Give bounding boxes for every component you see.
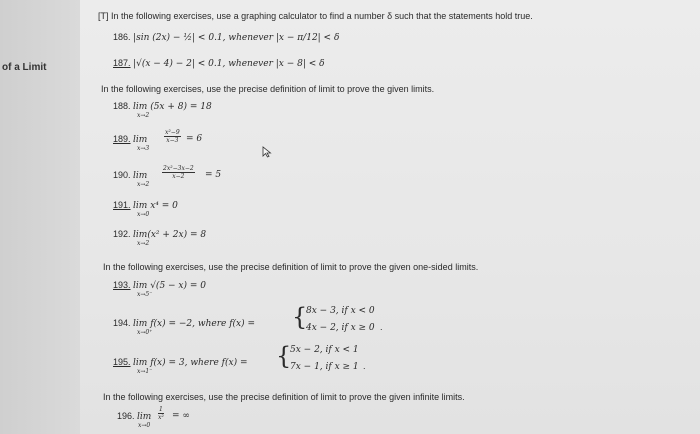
piecewise-brace: { <box>276 342 292 370</box>
exercise-set-1-text: In the following exercises, use a graphing calculator to find a number δ such that the statements hold true. <box>108 11 533 21</box>
textbook-page <box>80 0 700 434</box>
exercise-expression: |sin (2x) − ½| < 0.1, whenever |x − π/12| < δ <box>133 33 340 43</box>
exercise-set-4-intro: In the following exercises, use the precise definition of limit to prove the given infinite limits. <box>103 392 465 402</box>
piecewise-brace: { <box>292 303 308 331</box>
fraction-denominator: x² <box>158 414 164 421</box>
limit-value: = ∞ <box>172 411 190 421</box>
fraction-numerator: 1 <box>159 406 163 413</box>
piecewise-case-2: 7x − 1, if x ≥ 1 <box>290 362 359 372</box>
limit-value: = 5 <box>205 170 222 180</box>
exercise-number-link[interactable]: 189. <box>113 134 131 144</box>
exercise-189 <box>113 134 147 145</box>
exercise-number: 188. <box>113 101 131 111</box>
limit-fraction <box>158 406 164 421</box>
exercise-number: 196. <box>117 411 135 421</box>
sentence-period: . <box>363 361 366 371</box>
exercise-188 <box>113 101 212 112</box>
limit-operator: lim <box>133 171 148 181</box>
limit-subscript: x→0⁺ <box>137 329 153 336</box>
exercise-expression: lim(x² + 2x) = 8 <box>133 230 207 240</box>
exercise-expression: |√(x − 4) − 2| < 0.1, whenever |x − 8| < δ <box>133 59 325 69</box>
exercise-set-3-intro: In the following exercises, use the precise definition of limit to prove the given one-sided limits. <box>103 262 479 272</box>
exercise-number-link[interactable]: 195. <box>113 357 131 367</box>
limit-value: = 6 <box>186 134 203 144</box>
exercise-187 <box>113 58 325 69</box>
exercise-190 <box>113 170 147 181</box>
fraction-numerator: x²−9 <box>165 129 180 136</box>
limit-subscript: x→5⁻ <box>137 291 153 298</box>
exercise-expression: lim (5x + 8) = 18 <box>133 102 212 112</box>
fraction-denominator: x−3 <box>166 137 179 144</box>
exercise-set-2-intro: In the following exercises, use the precise definition of limit to prove the given limits. <box>101 84 435 94</box>
exercise-number: 186. <box>113 32 131 42</box>
exercise-186 <box>113 32 339 43</box>
exercise-192 <box>113 229 206 240</box>
mouse-cursor-icon <box>262 146 272 158</box>
sentence-period: . <box>380 322 383 332</box>
exercise-195 <box>113 357 248 368</box>
limit-subscript: x→2 <box>137 112 150 119</box>
limit-operator: lim <box>133 135 148 145</box>
exercise-number-link[interactable]: 193. <box>113 280 131 290</box>
exercise-expression: lim x⁴ = 0 <box>133 201 178 211</box>
limit-subscript: x→2 <box>137 240 150 247</box>
exercise-expression: lim √(5 − x) = 0 <box>133 281 207 291</box>
exercise-number-link[interactable]: 191. <box>113 200 131 210</box>
exercise-number-link[interactable]: 187. <box>113 58 131 68</box>
limit-fraction <box>162 165 195 180</box>
exercise-194 <box>113 318 255 329</box>
exercise-191 <box>113 200 178 211</box>
limit-subscript: x→3 <box>137 145 150 152</box>
exercise-number: 192. <box>113 229 131 239</box>
fraction-numerator: 2x²−3x−2 <box>163 165 194 172</box>
technology-icon: [T] <box>98 11 109 21</box>
fraction-denominator: x−2 <box>172 173 185 180</box>
limit-operator: lim <box>137 412 152 422</box>
exercise-set-1-intro <box>98 11 533 21</box>
exercise-193 <box>113 280 206 291</box>
limit-fraction <box>164 129 181 144</box>
exercise-expression: lim f(x) = 3, where f(x) = <box>133 358 248 368</box>
limit-subscript: x→0 <box>138 422 151 429</box>
exercise-number: 190. <box>113 170 131 180</box>
limit-subscript: x→2 <box>137 181 150 188</box>
piecewise-case-1: 5x − 2, if x < 1 <box>290 345 359 355</box>
limit-subscript: x→0 <box>137 211 150 218</box>
limit-subscript: x→1⁻ <box>137 368 153 375</box>
section-side-label: of a Limit <box>2 62 47 73</box>
piecewise-case-2: 4x − 2, if x ≥ 0 <box>306 323 375 333</box>
exercise-expression: lim f(x) = −2, where f(x) = <box>133 319 256 329</box>
left-margin <box>0 0 80 434</box>
exercise-196 <box>117 411 151 422</box>
exercise-number: 194. <box>113 318 131 328</box>
piecewise-case-1: 8x − 3, if x < 0 <box>306 306 375 316</box>
